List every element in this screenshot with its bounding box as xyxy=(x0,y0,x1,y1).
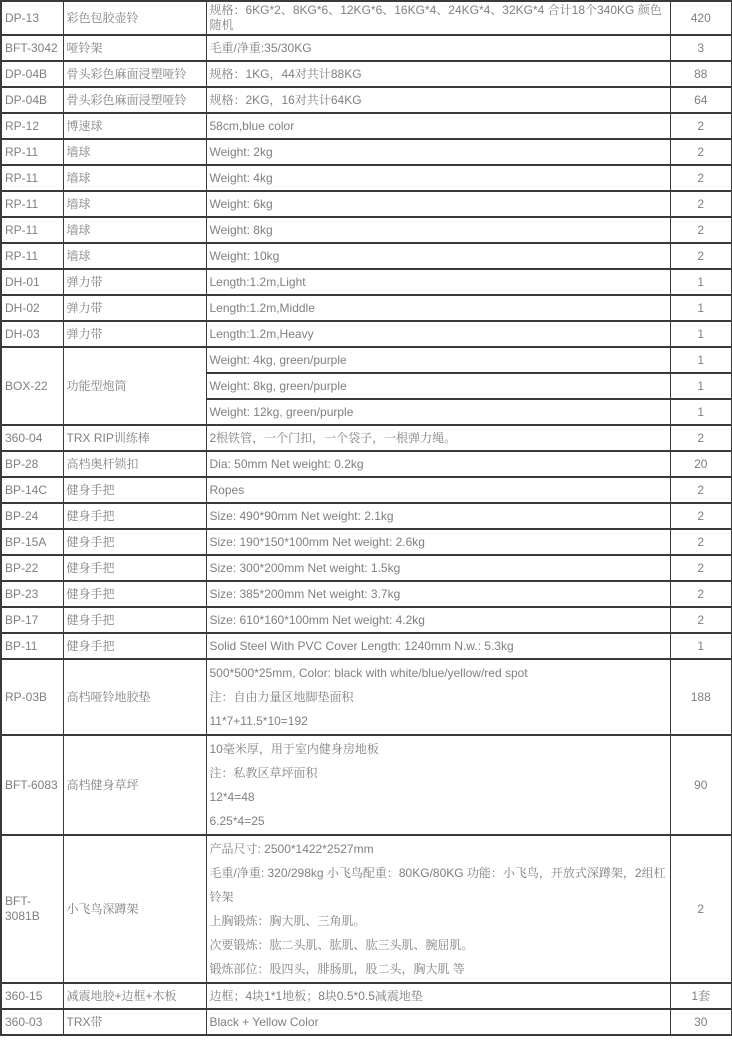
qty-cell: 1 xyxy=(670,295,732,321)
code-cell: RP-11 xyxy=(1,165,63,191)
spec-cell xyxy=(206,555,670,581)
spec-line: 12*4=48 xyxy=(209,790,255,804)
qty-cell: 2 xyxy=(670,835,732,983)
spec-cell xyxy=(206,87,670,113)
spec-line: 毛重/净重: 320/298kg 小飞鸟配重：80KG/80KG 功能：小飞鸟，开放式深蹲架，2组杠铃架 xyxy=(209,866,666,904)
spec-line: 注：私教区草坪面积 xyxy=(209,766,318,780)
table-row xyxy=(1,983,732,1009)
spec-line: 上胸锻炼：胸大肌、三角肌。 xyxy=(209,914,366,928)
spec-line: Weight: 10kg xyxy=(209,248,280,263)
code-cell: RP-11 xyxy=(1,139,63,165)
spec-line: Size: 300*200mm Net weight: 1.5kg xyxy=(209,560,401,575)
spec-cell xyxy=(206,607,670,633)
code-cell: 360-03 xyxy=(1,1009,63,1035)
name-cell: 功能型炮筒 xyxy=(63,347,206,425)
table-row xyxy=(1,1,732,35)
spec-cell xyxy=(206,529,670,555)
spec-cell xyxy=(206,243,670,269)
spec-cell xyxy=(206,735,670,835)
name-cell: 高档健身草坪 xyxy=(63,735,206,835)
spec-cell xyxy=(206,581,670,607)
name-cell: 高档哑铃地胶垫 xyxy=(63,659,206,735)
code-cell: 360-15 xyxy=(1,983,63,1009)
spec-cell xyxy=(206,835,670,983)
code-cell: BFT-3081B xyxy=(1,835,63,983)
table-row xyxy=(1,477,732,503)
spec-line: Weight: 4kg, green/purple xyxy=(209,352,347,367)
spec-line: 边框；4块1*1地板；8块0.5*0.5减震地垫 xyxy=(209,988,423,1003)
name-cell: 博速球 xyxy=(63,113,206,139)
qty-cell: 420 xyxy=(670,1,732,35)
qty-cell: 2 xyxy=(670,191,732,217)
spec-line: Weight: 6kg xyxy=(209,196,273,211)
table-row xyxy=(1,735,732,835)
spec-cell xyxy=(206,191,670,217)
qty-cell: 2 xyxy=(670,425,732,451)
code-cell: RP-03B xyxy=(1,659,63,735)
code-cell: BFT-3042 xyxy=(1,35,63,61)
spec-line: 58cm,blue color xyxy=(209,118,295,133)
spec-cell xyxy=(206,373,670,399)
spec-line: Size: 610*160*100mm Net weight: 4.2kg xyxy=(209,612,425,627)
qty-cell: 20 xyxy=(670,451,732,477)
name-cell: 哑铃架 xyxy=(63,35,206,61)
spec-line: 次要锻炼：肱二头肌、肱肌、肱三头肌、腕屈肌。 xyxy=(209,938,474,952)
spec-cell xyxy=(206,659,670,735)
table-row xyxy=(1,217,732,243)
spec-line: 规格：6KG*2、8KG*6、12KG*6、16KG*4、24KG*4、32KG*4 合计18个340KG 颜色随机 xyxy=(209,3,662,32)
name-cell: TRX带 xyxy=(63,1009,206,1035)
spec-line: Weight: 8kg xyxy=(209,222,273,237)
table-row xyxy=(1,269,732,295)
code-cell: BOX-22 xyxy=(1,347,63,425)
table-row xyxy=(1,633,732,659)
table-row xyxy=(1,581,732,607)
spec-line: Size: 385*200mm Net weight: 3.7kg xyxy=(209,586,401,601)
name-cell: 健身手把 xyxy=(63,503,206,529)
qty-cell: 1 xyxy=(670,633,732,659)
spec-line: 500*500*25mm, Color: black with white/blue/yellow/red spot xyxy=(209,666,528,680)
spec-cell xyxy=(206,1,670,35)
table-row xyxy=(1,321,732,347)
table-row xyxy=(1,1009,732,1035)
table-row xyxy=(1,243,732,269)
qty-cell: 64 xyxy=(670,87,732,113)
name-cell: 弹力带 xyxy=(63,321,206,347)
table-row xyxy=(1,659,732,735)
qty-cell: 2 xyxy=(670,217,732,243)
qty-cell: 2 xyxy=(670,555,732,581)
spec-cell xyxy=(206,321,670,347)
qty-cell: 2 xyxy=(670,139,732,165)
name-cell: 墙球 xyxy=(63,243,206,269)
code-cell: DH-01 xyxy=(1,269,63,295)
spec-line: 规格：1KG，44对共计88KG xyxy=(209,66,362,81)
name-cell: 弹力带 xyxy=(63,295,206,321)
spec-cell xyxy=(206,217,670,243)
spec-line: Black + Yellow Color xyxy=(209,1014,319,1029)
table-row xyxy=(1,61,732,87)
spec-cell xyxy=(206,347,670,373)
qty-cell: 2 xyxy=(670,243,732,269)
qty-cell: 1 xyxy=(670,399,732,425)
name-cell: TRX RIP训练棒 xyxy=(63,425,206,451)
spec-cell xyxy=(206,295,670,321)
spec-cell xyxy=(206,425,670,451)
name-cell: 骨头彩色麻面浸塑哑铃 xyxy=(63,87,206,113)
code-cell: BP-24 xyxy=(1,503,63,529)
table-row xyxy=(1,165,732,191)
code-cell: BP-15A xyxy=(1,529,63,555)
spec-line: Length:1.2m,Heavy xyxy=(209,326,314,341)
spec-line: Length:1.2m,Middle xyxy=(209,300,315,315)
spec-cell xyxy=(206,983,670,1009)
qty-cell: 2 xyxy=(670,529,732,555)
qty-cell: 1 xyxy=(670,373,732,399)
spec-line: 10毫米厚，用于室内健身房地板 xyxy=(209,742,379,756)
qty-cell: 1 xyxy=(670,321,732,347)
table-row xyxy=(1,35,732,61)
spec-line: Weight: 2kg xyxy=(209,144,273,159)
code-cell: BP-11 xyxy=(1,633,63,659)
table-row xyxy=(1,555,732,581)
table-row xyxy=(1,295,732,321)
spec-cell xyxy=(206,61,670,87)
code-cell: RP-12 xyxy=(1,113,63,139)
spec-cell xyxy=(206,1009,670,1035)
table-row xyxy=(1,529,732,555)
qty-cell: 1 xyxy=(670,269,732,295)
code-cell: BFT-6083 xyxy=(1,735,63,835)
spec-line: 注：自由力量区地脚垫面积 xyxy=(209,690,354,704)
table-row xyxy=(1,87,732,113)
spec-line: Ropes xyxy=(209,482,245,497)
spec-cell xyxy=(206,269,670,295)
spec-cell xyxy=(206,139,670,165)
spec-line: Weight: 8kg, green/purple xyxy=(209,378,347,393)
spec-line: 规格：2KG，16对共计64KG xyxy=(209,92,362,107)
qty-cell: 188 xyxy=(670,659,732,735)
qty-cell: 2 xyxy=(670,607,732,633)
name-cell: 减震地胶+边框+木板 xyxy=(63,983,206,1009)
name-cell: 健身手把 xyxy=(63,607,206,633)
name-cell: 健身手把 xyxy=(63,633,206,659)
name-cell: 健身手把 xyxy=(63,529,206,555)
qty-cell: 2 xyxy=(670,165,732,191)
spec-line: Weight: 12kg, green/purple xyxy=(209,404,354,419)
code-cell: BP-14C xyxy=(1,477,63,503)
qty-cell: 30 xyxy=(670,1009,732,1035)
code-cell: BP-17 xyxy=(1,607,63,633)
code-cell: RP-11 xyxy=(1,217,63,243)
spec-line: Weight: 4kg xyxy=(209,170,273,185)
table-row xyxy=(1,503,732,529)
code-cell: RP-11 xyxy=(1,243,63,269)
table-row xyxy=(1,835,732,983)
code-cell: BP-22 xyxy=(1,555,63,581)
spec-line: 产品尺寸: 2500*1422*2527mm xyxy=(209,842,374,856)
table-row xyxy=(1,191,732,217)
qty-cell: 2 xyxy=(670,503,732,529)
qty-cell: 3 xyxy=(670,35,732,61)
name-cell: 高档奥杆锁扣 xyxy=(63,451,206,477)
spec-cell xyxy=(206,165,670,191)
name-cell: 墙球 xyxy=(63,191,206,217)
name-cell: 弹力带 xyxy=(63,269,206,295)
spec-line: 11*7+11.5*10=192 xyxy=(209,714,308,728)
table-row xyxy=(1,139,732,165)
spec-line: 6.25*4=25 xyxy=(209,814,265,828)
table-row xyxy=(1,451,732,477)
spec-cell xyxy=(206,503,670,529)
qty-cell: 1 xyxy=(670,347,732,373)
spec-line: Dia: 50mm Net weight: 0.2kg xyxy=(209,456,364,471)
spec-line: Length:1.2m,Light xyxy=(209,274,306,289)
table-row xyxy=(1,425,732,451)
spec-cell xyxy=(206,399,670,425)
code-cell: BP-23 xyxy=(1,581,63,607)
qty-cell: 1套 xyxy=(670,983,732,1009)
name-cell: 小飞鸟深蹲架 xyxy=(63,835,206,983)
name-cell: 健身手把 xyxy=(63,581,206,607)
qty-cell: 2 xyxy=(670,113,732,139)
table-row xyxy=(1,113,732,139)
spec-line: 毛重/净重:35/30KG xyxy=(209,40,312,55)
spec-cell xyxy=(206,477,670,503)
name-cell: 健身手把 xyxy=(63,477,206,503)
spec-line: Size: 190*150*100mm Net weight: 2.6kg xyxy=(209,534,425,549)
spec-line: Size: 490*90mm Net weight: 2.1kg xyxy=(209,508,394,523)
code-cell: DH-03 xyxy=(1,321,63,347)
name-cell: 墙球 xyxy=(63,217,206,243)
qty-cell: 88 xyxy=(670,61,732,87)
name-cell: 骨头彩色麻面浸塑哑铃 xyxy=(63,61,206,87)
spec-cell xyxy=(206,633,670,659)
name-cell: 墙球 xyxy=(63,165,206,191)
code-cell: BP-28 xyxy=(1,451,63,477)
code-cell: DH-02 xyxy=(1,295,63,321)
code-cell: RP-11 xyxy=(1,191,63,217)
table-row xyxy=(1,607,732,633)
spec-line: Solid Steel With PVC Cover Length: 1240mm N.w.: 5.3kg xyxy=(209,638,514,653)
spec-line: 2根铁管，一个门扣，一个袋子，一根弹力绳。 xyxy=(209,430,457,445)
spec-line: 锻炼部位：股四头，腓肠肌，股二头，胸大肌 等 xyxy=(209,962,465,976)
spec-cell xyxy=(206,35,670,61)
code-cell: DP-13 xyxy=(1,1,63,35)
qty-cell: 2 xyxy=(670,581,732,607)
code-cell: 360-04 xyxy=(1,425,63,451)
name-cell: 健身手把 xyxy=(63,555,206,581)
spec-cell xyxy=(206,451,670,477)
qty-cell: 90 xyxy=(670,735,732,835)
name-cell: 墙球 xyxy=(63,139,206,165)
code-cell: DP-04B xyxy=(1,61,63,87)
name-cell: 彩色包胶壶铃 xyxy=(63,1,206,35)
spec-cell xyxy=(206,113,670,139)
code-cell: DP-04B xyxy=(1,87,63,113)
table-row xyxy=(1,347,732,373)
qty-cell: 2 xyxy=(670,477,732,503)
